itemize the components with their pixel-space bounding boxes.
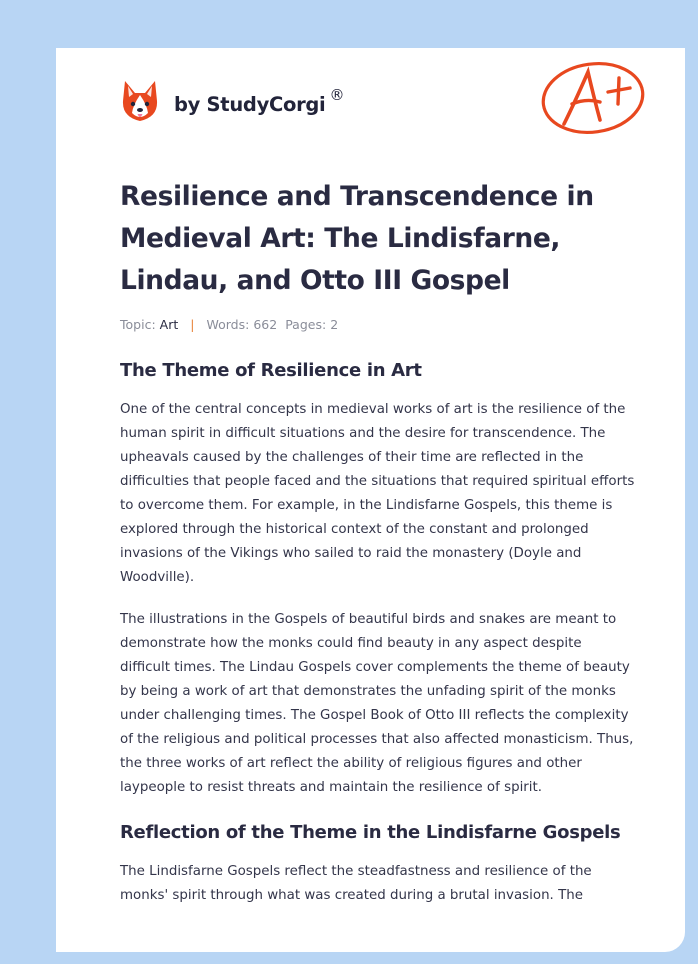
topic-label: Topic:: [120, 316, 156, 332]
article-title: Resilience and Transcendence in Medieval Art: The Lindisfarne, Lindau, and Otto III Gospel: [120, 181, 594, 296]
brand-name[interactable]: by StudyCorgi: [174, 92, 326, 116]
section-heading: Reflection of the Theme in the Lindisfarne Gospels: [120, 822, 621, 843]
topic-link[interactable]: Art: [159, 316, 179, 332]
document-page: [56, 48, 685, 952]
site-header: [120, 74, 344, 130]
words-count: 662: [253, 316, 278, 332]
article: [120, 176, 635, 908]
words-label: Words:: [206, 316, 250, 332]
a-plus-grade-icon: [538, 58, 648, 140]
article-meta: [120, 314, 635, 334]
paragraph: The Lindisfarne Gospels reflect the steadfastness and resilience of the monks' spirit through what was created during a brutal invasion. The: [120, 864, 592, 903]
section-heading: The Theme of Resilience in Art: [120, 360, 422, 381]
pages-count: 2: [330, 316, 339, 332]
registered-mark: ®: [329, 86, 345, 104]
pages-label: Pages:: [285, 316, 327, 332]
corgi-logo-icon: [120, 79, 160, 125]
grade-badge-text: A+: [538, 58, 540, 59]
meta-separator: |: [190, 316, 195, 332]
paragraph: The illustrations in the Gospels of beautiful birds and snakes are meant to demonstrate how the monks could find beauty in any aspect despite difficult times. The Lindau Gospels cover complements the theme of beauty by being a work of art that demonstrates the unfading spirit of the monks under challenging times. The Gospel Book of Otto III reflects the complexity of the religious and political processes that also affected monasticism. Thus, the three works of art reflect the ability of religious figures and other laypeople to resist threats and maintain the resilience of spirit.: [120, 612, 634, 795]
paragraph: One of the central concepts in medieval works of art is the resilience of the human spirit in difficult situations and the desire for transcendence. The upheavals caused by the challenges of their time are reflected in the difficulties that people faced and the situations that required spiritual efforts to overcome them. For example, in the Lindisfarne Gospels, this theme is explored through the historical context of the constant and prolonged invasions of the Vikings who sailed to raid the monastery (Doyle and Woodville).: [120, 402, 635, 585]
